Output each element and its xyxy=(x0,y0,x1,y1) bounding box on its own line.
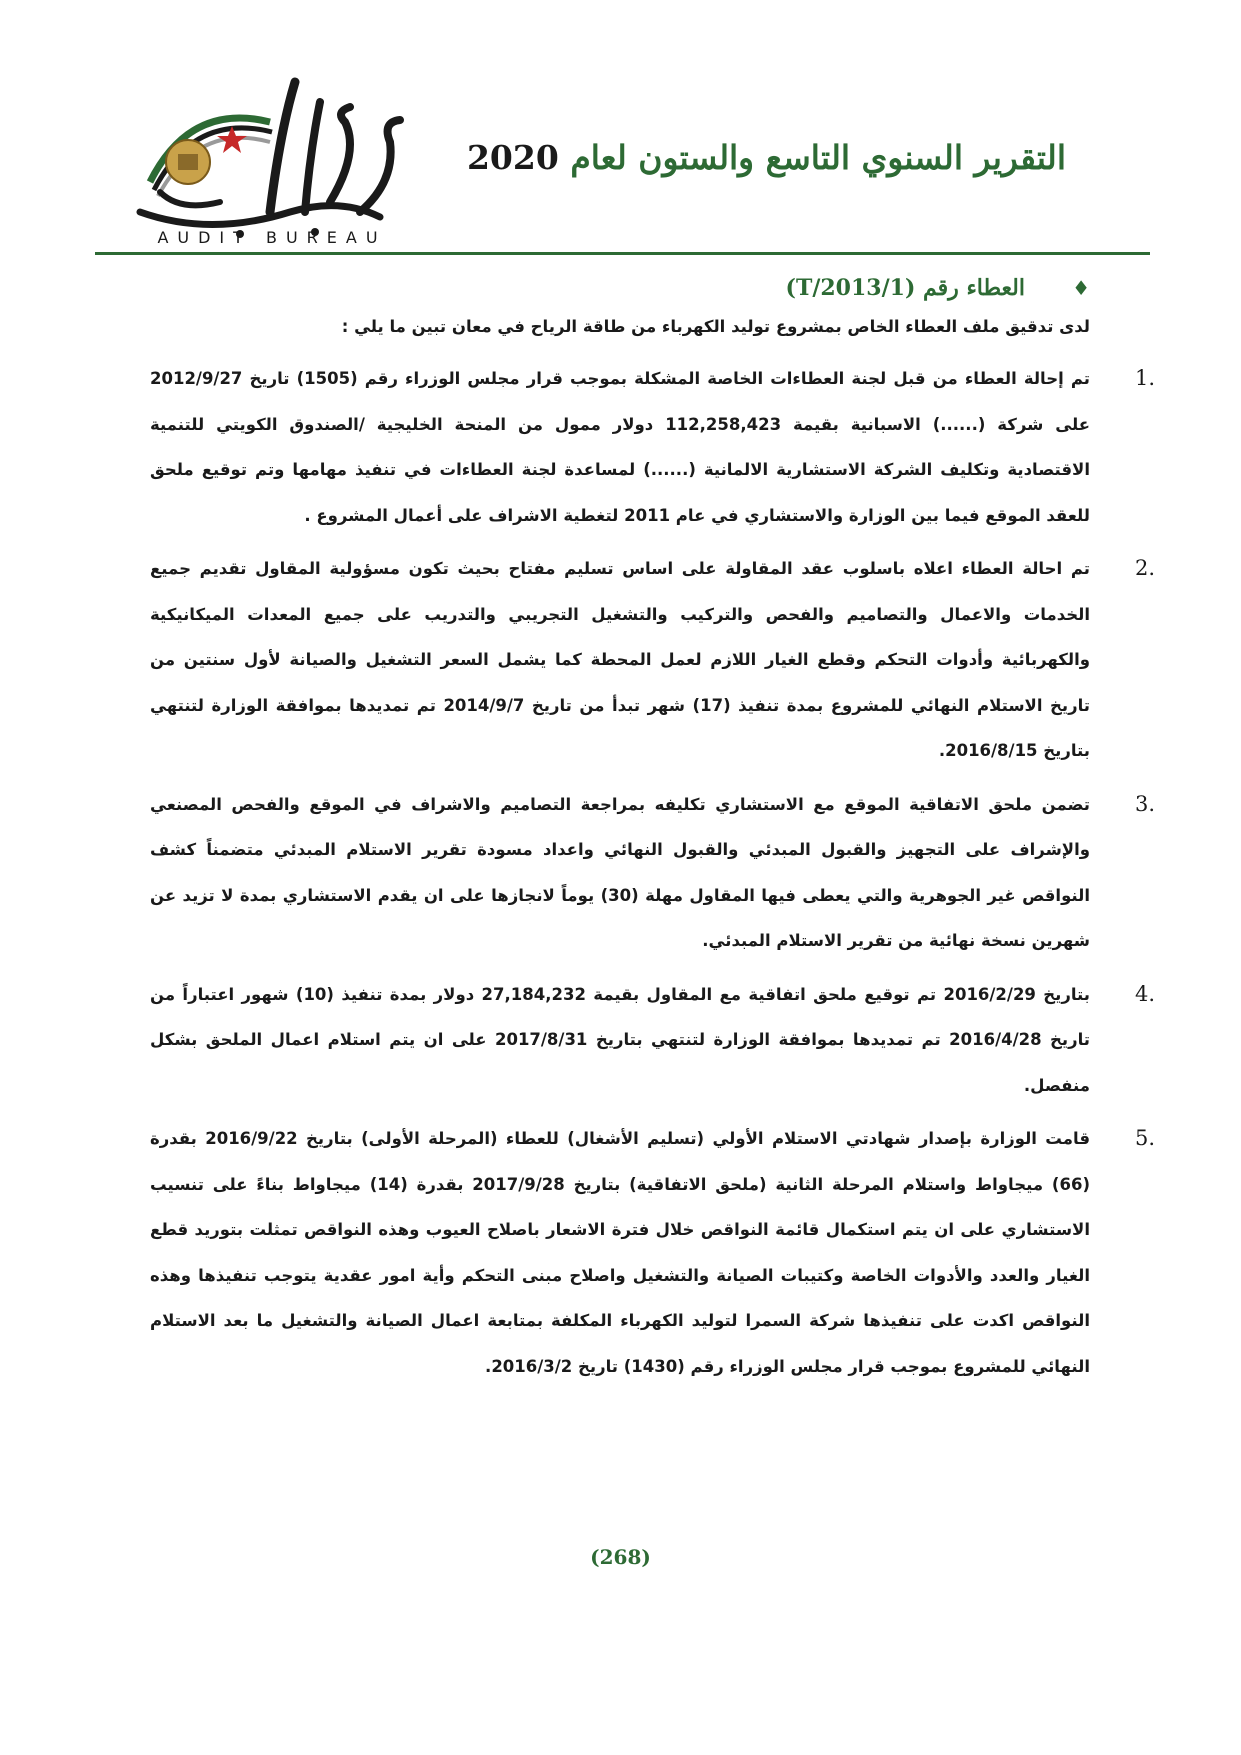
section-heading xyxy=(150,268,1090,308)
report-title-text: التقرير السنوي التاسع والستون لعام xyxy=(570,138,1066,177)
item-text: تم احالة العطاء اعلاه باسلوب عقد المقاولة على اساس تسليم مفتاح بحيث تكون مسؤولية المقاول تقديم جميع الخدمات والاعمال والتصاميم والفحص والتركيب والتشغيل التجريبي والتدريب على جميع المعدات الميكانيكية والكهربائية وأدوات التحكم وقطع الغيار اللازم لعمل المحطة كما يشمل السعر التشغيل والصيانة لأول سنتين من تاريخ الاستلام النهائي للمشروع بمدة تنفيذ (17) شهر تبدأ من تاريخ 2014/9/7 تم تمديدها بموافقة الوزارة لتنتهي بتاريخ 2016/8/15. xyxy=(150,559,1090,760)
document-body xyxy=(150,268,1155,1389)
item-number: 4. xyxy=(1134,981,1155,1006)
item-number: 1. xyxy=(1134,366,1155,390)
list-item xyxy=(150,1116,1155,1389)
section-heading-text: العطاء رقم (1/T/2013) xyxy=(785,275,1025,301)
logo-caption: AUDIT BUREAU xyxy=(157,228,387,247)
item-text: تضمن ملحق الاتفاقية الموقع مع الاستشاري تكليفه بمراجعة التصاميم والاشراف في الموقع والفحص المصنعي والإشراف على التجهيز والقبول المبدئي والقبول النهائي واعداد مسودة تقرير الاستلام المبدئي متضمناً كشف النواقص غير الجوهرية والتي يعطى فيها المقاول مهلة (30) يوماً لانجازها على ان يقدم الاستشاري بمدة لا تزيد عن شهرين نسخة نهائية من تقرير الاستلام المبدئي. xyxy=(150,794,1090,950)
list-item xyxy=(150,782,1155,964)
report-title xyxy=(467,138,1066,177)
item-number: 5. xyxy=(1134,1126,1155,1150)
page-header xyxy=(0,0,1241,260)
header-divider xyxy=(95,252,1150,255)
list-item xyxy=(150,356,1155,538)
item-number: 3. xyxy=(1134,791,1155,816)
numbered-list xyxy=(150,356,1155,1389)
audit-bureau-logo xyxy=(120,62,420,252)
report-year: 2020 xyxy=(466,138,559,177)
list-item xyxy=(150,546,1155,774)
item-text: قامت الوزارة بإصدار شهادتي الاستلام الأولي (تسليم الأشغال) للعطاء (المرحلة الأولى) بتاريخ 2016/9/22 بقدرة (66) ميجاواط واستلام المرحلة الثانية (ملحق الاتفاقية) بتاريخ 2017/9/28 بقدرة (14) ميجاواط بناءً على تنسيب الاستشاري على ان يتم استكمال قائمة النواقص خلال فترة الاشعار باصلاح العيوب وهذه النواقص تمثلت بتوريد قطع الغيار والعدد والأدوات الخاصة وكتيبات الصيانة والتشغيل واصلاح مبنى التحكم وأية امور عقدية يتوجب تنفيذها وهذه النواقص اكدت على تنفيذها شركة السمرا لتوليد الكهرباء المكلفة بمتابعة اعمال الصيانة والتشغيل ما بعد الاستلام النهائي للمشروع بموجب قرار مجلس الوزراء رقم (1430) تاريخ 2016/3/2. xyxy=(150,1129,1090,1376)
item-number: 2. xyxy=(1134,556,1155,580)
item-text: تم إحالة العطاء من قبل لجنة العطاءات الخاصة المشكلة بموجب قرار مجلس الوزراء رقم (1505) تاريخ 2012/9/27 على شركة (......) الاسبانية بقيمة 112,258,423 دولار ممول من المنحة الخليجية /الصندوق الكويتي للتنمية الاقتصادية وتكليف الشركة الاستشارية الالمانية (......) لمساعدة لجنة العطاءات في تنفيذ مهامها وتم توقيع ملحق للعقد الموقع فيما بين الوزارة والاستشاري في عام 2011 لتغطية الاشراف على أعمال المشروع . xyxy=(150,369,1090,525)
list-item xyxy=(150,972,1155,1109)
item-text: بتاريخ 2016/2/29 تم توقيع ملحق اتفاقية مع المقاول بقيمة 27,184,232 دولار بمدة تنفيذ (10) شهور اعتباراً من تاريخ 2016/4/28 تم تمديدها بموافقة الوزارة لتنتهي بتاريخ 2017/8/31 على ان يتم استلام اعمال الملحق بشكل منفصل. xyxy=(150,984,1090,1095)
page-number: (268) xyxy=(590,1545,651,1569)
diamond-bullet-icon: ♦ xyxy=(1072,276,1090,300)
intro-paragraph: لدى تدقيق ملف العطاء الخاص بمشروع توليد الكهرباء من طاقة الرياح في معان تبين ما يلي : xyxy=(341,317,1090,336)
